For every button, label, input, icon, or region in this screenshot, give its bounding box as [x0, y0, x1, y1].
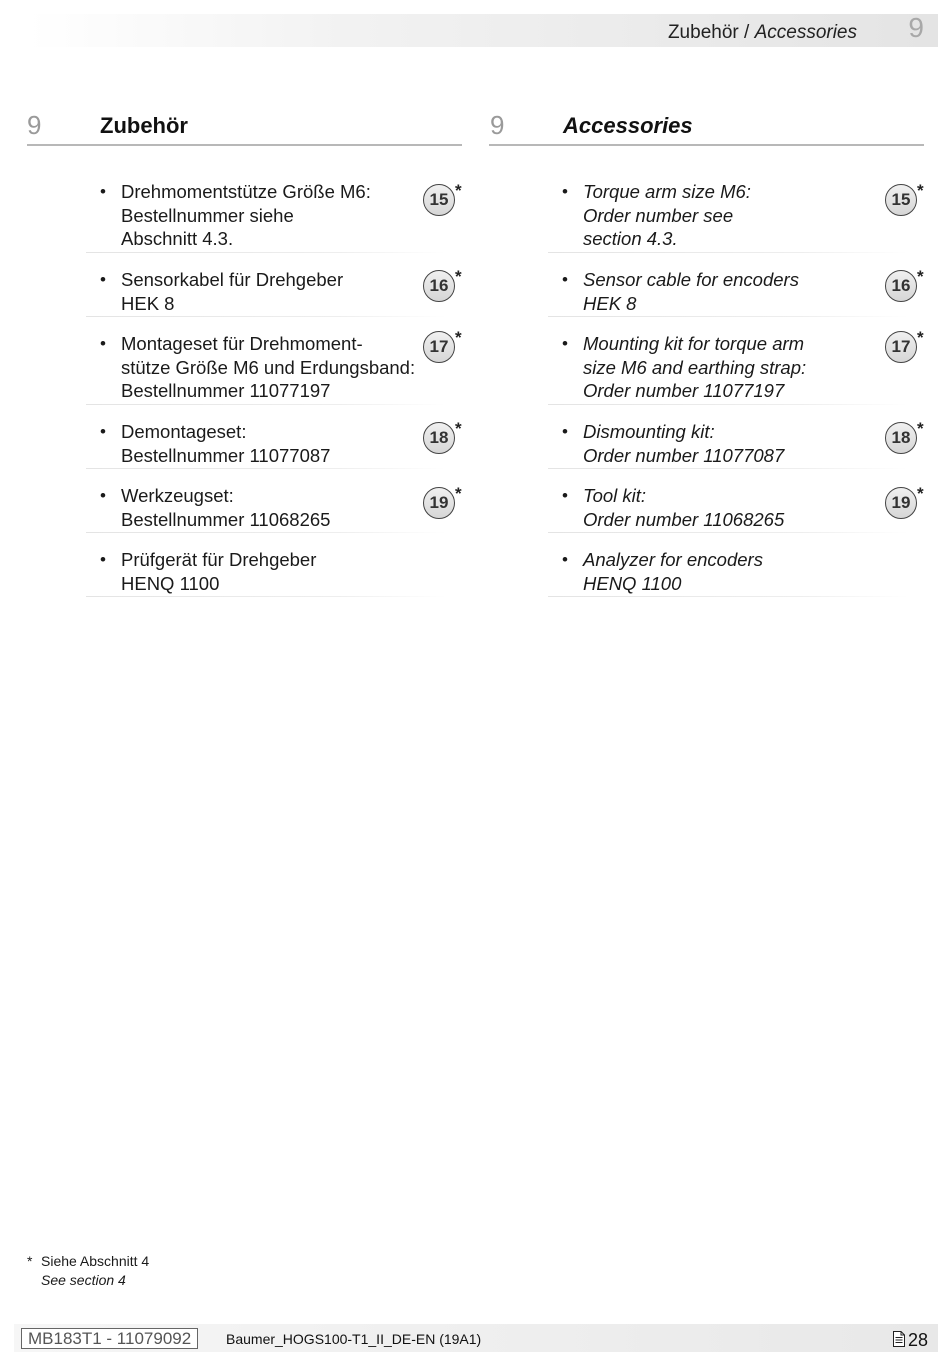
list-item-text: [583, 420, 784, 467]
list-item-line: HENQ 1100: [121, 572, 220, 594]
callout-number-badge: 19: [885, 487, 917, 519]
callout-number-badge: 19: [423, 487, 455, 519]
callout-number-badge: 15: [885, 184, 917, 216]
list-item-line: Order number 11077087: [583, 444, 785, 466]
item-separator: [548, 596, 908, 597]
list-item-line: HEK 8: [121, 292, 175, 314]
bullet: •: [100, 550, 106, 569]
list-item-line: Prüfgerät für Drehgeber: [121, 549, 317, 570]
document-icon: [893, 1331, 905, 1347]
list-item-line: Demontageset:: [121, 421, 247, 442]
list-item-text: [583, 484, 784, 531]
footnote-star: *: [27, 1253, 33, 1269]
list-item-line: Drehmomentstütze Größe M6:: [121, 181, 371, 202]
list-item-line: stütze Größe M6 und Erdungsband:: [121, 356, 416, 378]
list-item-text: [121, 484, 330, 531]
list-item-line: Bestellnummer siehe: [121, 204, 294, 226]
callout-number-badge: 18: [885, 422, 917, 454]
bullet: •: [100, 182, 106, 201]
badge-asterisk: *: [455, 181, 462, 200]
item-separator: [548, 468, 908, 469]
bullet: •: [100, 270, 106, 289]
list-item-line: Torque arm size M6:: [583, 181, 751, 202]
section-title-de: Zubehör: [100, 113, 188, 138]
bullet: •: [100, 334, 106, 353]
list-item-line: Abschnitt 4.3.: [121, 228, 234, 249]
badge-asterisk: *: [455, 267, 462, 286]
item-separator: [548, 532, 908, 533]
list-item-line: size M6 and earthing strap:: [583, 356, 807, 378]
section-number-en: 9: [490, 110, 505, 140]
badge-asterisk: *: [917, 328, 924, 347]
list-item-text: [121, 548, 316, 595]
header-title: [668, 22, 857, 44]
list-item-text: [583, 180, 751, 251]
list-item-text: [121, 180, 371, 251]
callout-number-badge: 16: [423, 270, 455, 302]
callout-number-badge: 16: [885, 270, 917, 302]
bullet: •: [562, 182, 568, 201]
header-chapter-number: 9: [908, 12, 924, 43]
bullet: •: [562, 270, 568, 289]
callout-number-badge: 17: [423, 331, 455, 363]
badge-asterisk: *: [455, 484, 462, 503]
badge-asterisk: *: [917, 484, 924, 503]
badge-asterisk: *: [917, 181, 924, 200]
bullet: •: [562, 334, 568, 353]
list-item-line: Order number 11068265: [583, 508, 785, 530]
list-item-line: Order number see: [583, 204, 734, 226]
callout-number-badge: 17: [885, 331, 917, 363]
item-separator: [86, 252, 446, 253]
list-item-line: Tool kit:: [583, 485, 647, 506]
section-number-de: 9: [27, 110, 42, 140]
section-rule-de: [27, 144, 462, 146]
list-item-line: Mounting kit for torque arm: [583, 333, 805, 354]
bullet: •: [100, 486, 106, 505]
item-separator: [548, 404, 908, 405]
badge-asterisk: *: [917, 267, 924, 286]
document-code: MB183T1 - 11079092: [21, 1328, 198, 1349]
list-item-line: Bestellnummer 11077087: [121, 444, 331, 466]
list-item-line: Bestellnummer 11068265: [121, 508, 331, 530]
header-title-de: Zubehör: [667, 22, 739, 43]
item-separator: [86, 468, 446, 469]
list-item-text: [583, 268, 799, 315]
badge-asterisk: *: [455, 419, 462, 438]
list-item-line: Bestellnummer 11077197: [121, 380, 331, 401]
list-item-line: HEK 8: [583, 292, 637, 314]
list-item-text: [121, 420, 330, 467]
list-item-line: Sensor cable for encoders: [583, 269, 799, 290]
item-separator: [86, 532, 446, 533]
page-number: 28: [908, 1330, 929, 1350]
bullet: •: [100, 422, 106, 441]
bullet: •: [562, 550, 568, 569]
document-filename: Baumer_HOGS100-T1_II_DE-EN (19A1): [226, 1331, 482, 1347]
header-title-en: Accessories: [754, 22, 857, 43]
bullet: •: [562, 422, 568, 441]
badge-asterisk: *: [917, 419, 924, 438]
list-item-line: section 4.3.: [583, 228, 678, 249]
item-separator: [86, 316, 446, 317]
badge-asterisk: *: [455, 328, 462, 347]
list-item-line: Werkzeugset:: [121, 485, 234, 506]
list-item-text: [583, 548, 763, 595]
section-rule-en: [489, 144, 924, 146]
callout-number-badge: 15: [423, 184, 455, 216]
footnote-en: See section 4: [41, 1272, 126, 1288]
list-item-line: Dismounting kit:: [583, 421, 715, 442]
list-item-line: HENQ 1100: [583, 572, 682, 594]
bullet: •: [562, 486, 568, 505]
item-separator: [548, 252, 908, 253]
item-separator: [86, 404, 446, 405]
list-item-line: Analyzer for encoders: [583, 549, 763, 570]
header-title-separator: /: [744, 22, 750, 43]
list-item-text: [121, 268, 343, 315]
list-item-line: Montageset für Drehmoment-: [121, 333, 363, 354]
item-separator: [86, 596, 446, 597]
section-title-en: Accessories: [563, 113, 693, 138]
callout-number-badge: 18: [423, 422, 455, 454]
footnote-de: Siehe Abschnitt 4: [41, 1253, 150, 1269]
item-separator: [548, 316, 908, 317]
list-item-line: Sensorkabel für Drehgeber: [121, 269, 344, 290]
list-item-text: [121, 332, 415, 403]
list-item-text: [583, 332, 806, 403]
list-item-line: Order number 11077197: [583, 380, 785, 401]
